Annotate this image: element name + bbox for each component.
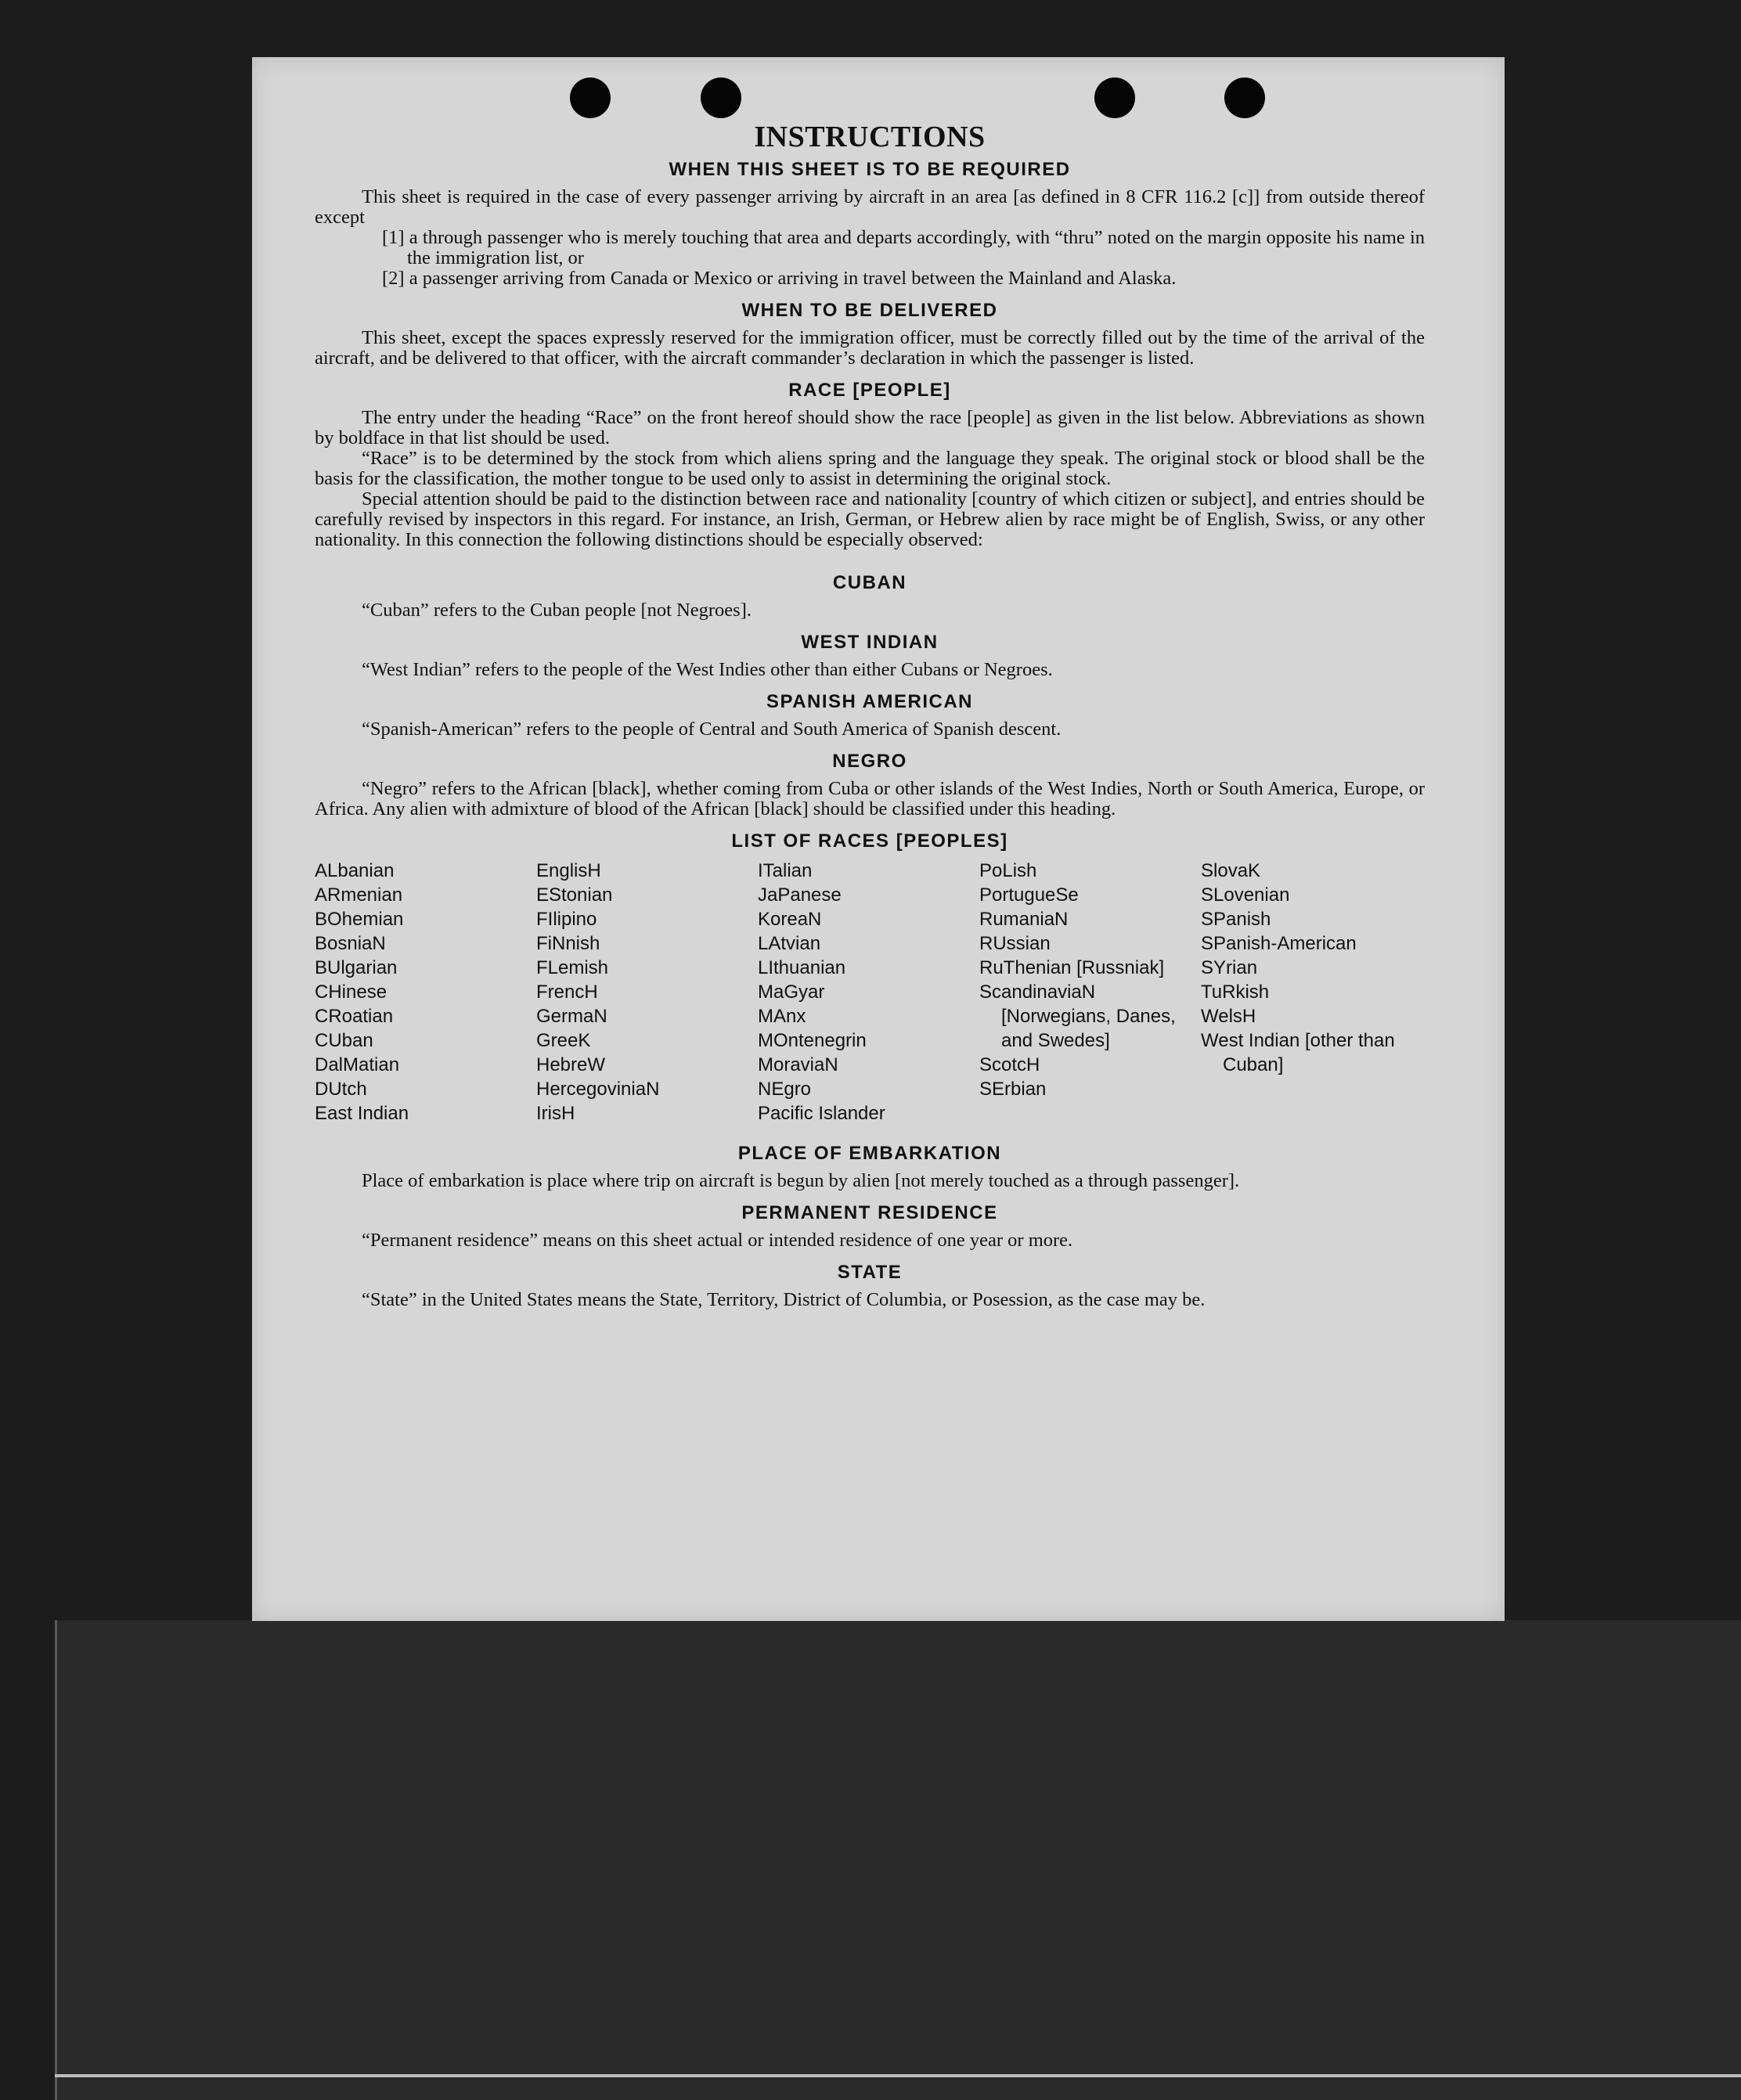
heading-required: WHEN THIS SHEET IS TO BE REQUIRED [669, 159, 1071, 180]
race-item: PortugueSe [979, 884, 1079, 906]
para-race-2: “Race” is to be determined by the stock from which aliens spring and the language they speak. The original stock or blood shall be the basis for the classification, the mother tongue to be used only to assist in determining the original stock. [315, 448, 1425, 489]
race-item: HercegoviniaN [536, 1079, 660, 1100]
scan-bottom-line [55, 2074, 1741, 2077]
race-item: FLemish [536, 957, 609, 978]
race-item: SPanish-American [1201, 933, 1357, 954]
para-cuban: “Cuban” refers to the Cuban people [not Negroes]. [362, 600, 752, 621]
punch-hole-1 [570, 77, 611, 118]
race-item: FIlipino [536, 909, 597, 930]
punch-hole-3 [1094, 77, 1135, 118]
race-item: TuRkish [1201, 982, 1270, 1003]
para-negro: “Negro” refers to the African [black], whether coming from Cuba or other islands of the West Indies, North or South America, Europe, or Africa. Any alien with admixture of blood of the African [black] should be classified under this heading. [315, 778, 1425, 819]
race-item: CUban [315, 1030, 373, 1051]
race-item: BUlgarian [315, 957, 398, 978]
race-item: ARmenian [315, 884, 403, 906]
race-item: PoLish [979, 860, 1037, 881]
document-sheet [252, 57, 1505, 1621]
race-item: SPanish [1201, 909, 1271, 930]
race-item: CHinese [315, 982, 387, 1003]
race-column-2 [536, 859, 758, 1126]
race-item: LIthuanian [758, 957, 846, 978]
heading-cuban: CUBAN [832, 572, 907, 593]
race-item: IrisH [536, 1103, 575, 1124]
para-west-indian: “West Indian” refers to the people of the West Indies other than either Cubans or Negroes. [362, 659, 1053, 680]
para-required: This sheet is required in the case of every passenger arriving by aircraft in an area [as defined in 8 CFR 116.2 [c]] from outside thereof except [315, 186, 1425, 228]
heading-race: RACE [PEOPLE] [788, 380, 951, 401]
race-list [315, 859, 1425, 1126]
race-item: CRoatian [315, 1006, 394, 1027]
heading-negro: NEGRO [832, 751, 907, 772]
race-item: RUssian [979, 933, 1051, 954]
race-item: KoreaN [758, 909, 822, 930]
race-item: MaGyar [758, 982, 825, 1003]
punch-hole-4 [1224, 77, 1265, 118]
heading-embarkation: PLACE OF EMBARKATION [737, 1143, 1002, 1164]
race-item: SYrian [1201, 957, 1258, 978]
race-item: ScotcH [979, 1054, 1040, 1075]
race-item: MoraviaN [758, 1054, 838, 1075]
document-content [315, 120, 1425, 1310]
punch-hole-2 [701, 77, 741, 118]
race-item: BosniaN [315, 933, 386, 954]
race-item: MAnx [758, 1006, 806, 1027]
race-item: RuThenian [Russniak] [979, 957, 1165, 978]
race-item: West Indian [other than Cuban] [1201, 1030, 1395, 1075]
race-column-4 [979, 859, 1201, 1126]
para-race-1: The entry under the heading “Race” on the front hereof should show the race [people] as given in the list below. Abbreviations as shown by boldface in that list should be used. [315, 407, 1425, 448]
race-item: LAtvian [758, 933, 821, 954]
race-item: WelsH [1201, 1006, 1256, 1027]
race-item: JaPanese [758, 884, 842, 906]
race-item: EStonian [536, 884, 613, 906]
para-delivered: This sheet, except the spaces expressly reserved for the immigration officer, must be correctly filled out by the time of the arrival of the aircraft, and be delivered to that officer, with the aircraft commander’s declaration in which the passenger is listed. [315, 327, 1425, 369]
scan-edge [55, 1620, 57, 2100]
race-item: SlovaK [1201, 860, 1261, 881]
race-column-5 [1201, 859, 1422, 1126]
heading-state: STATE [837, 1262, 903, 1283]
race-item: GermaN [536, 1006, 607, 1027]
race-item: Pacific Islander [758, 1103, 885, 1124]
race-item: HebreW [536, 1054, 606, 1075]
race-item: BOhemian [315, 909, 404, 930]
race-item: SLovenian [1201, 884, 1290, 906]
para-spanish-american: “Spanish-American” refers to the people of Central and South America of Spanish descent. [362, 719, 1062, 740]
race-item: RumaniaN [979, 909, 1069, 930]
item-canada-mexico: [2] a passenger arriving from Canada or Mexico or arriving in travel between the Mainland and Alaska. [382, 268, 1177, 289]
race-item: NEgro [758, 1079, 812, 1100]
race-item: ITalian [758, 860, 813, 881]
heading-list-of-races: LIST OF RACES [PEOPLES] [731, 830, 1008, 852]
race-item: EnglisH [536, 860, 601, 881]
para-residence: “Permanent residence” means on this sheet actual or intended residence of one year or more. [362, 1230, 1073, 1251]
race-item: DalMatian [315, 1054, 400, 1075]
race-column-3 [758, 859, 979, 1126]
item-through-passenger: [1] a through passenger who is merely touching that area and departs accordingly, with “thru” noted on the margin opposite his name in the immigration list, or [382, 227, 1425, 268]
race-item: DUtch [315, 1079, 367, 1100]
race-item: ALbanian [315, 860, 395, 881]
race-item: MOntenegrin [758, 1030, 867, 1051]
heading-residence: PERMANENT RESIDENCE [741, 1202, 998, 1223]
race-item: ScandinaviaN [Norwegians, Danes, and Swedes] [979, 982, 1176, 1051]
race-item: GreeK [536, 1030, 591, 1051]
heading-spanish-american: SPANISH AMERICAN [766, 691, 973, 712]
para-state: “State” in the United States means the State, Territory, District of Columbia, or Posession, as the case may be. [362, 1289, 1206, 1310]
heading-west-indian: WEST INDIAN [801, 632, 939, 653]
race-column-1 [315, 859, 536, 1126]
para-race-3: Special attention should be paid to the distinction between race and nationality [country of which citizen or subject], and entries should be carefully revised by inspectors in this regard. For instance, an Irish, German, or Hebrew alien by race might be of English, Swiss, or any other nationality. In this connection the following distinctions should be especially observed: [315, 488, 1425, 550]
para-embarkation: Place of embarkation is place where trip on aircraft is begun by alien [not merely touched as a through passenger]. [362, 1170, 1240, 1191]
heading-delivered: WHEN TO BE DELIVERED [741, 300, 998, 321]
scan-background-band [55, 1620, 1741, 2100]
race-item: FiNnish [536, 933, 600, 954]
document-title: INSTRUCTIONS [754, 121, 986, 153]
race-item: East Indian [315, 1103, 409, 1124]
race-item: FrencH [536, 982, 598, 1003]
race-item: SErbian [979, 1079, 1047, 1100]
